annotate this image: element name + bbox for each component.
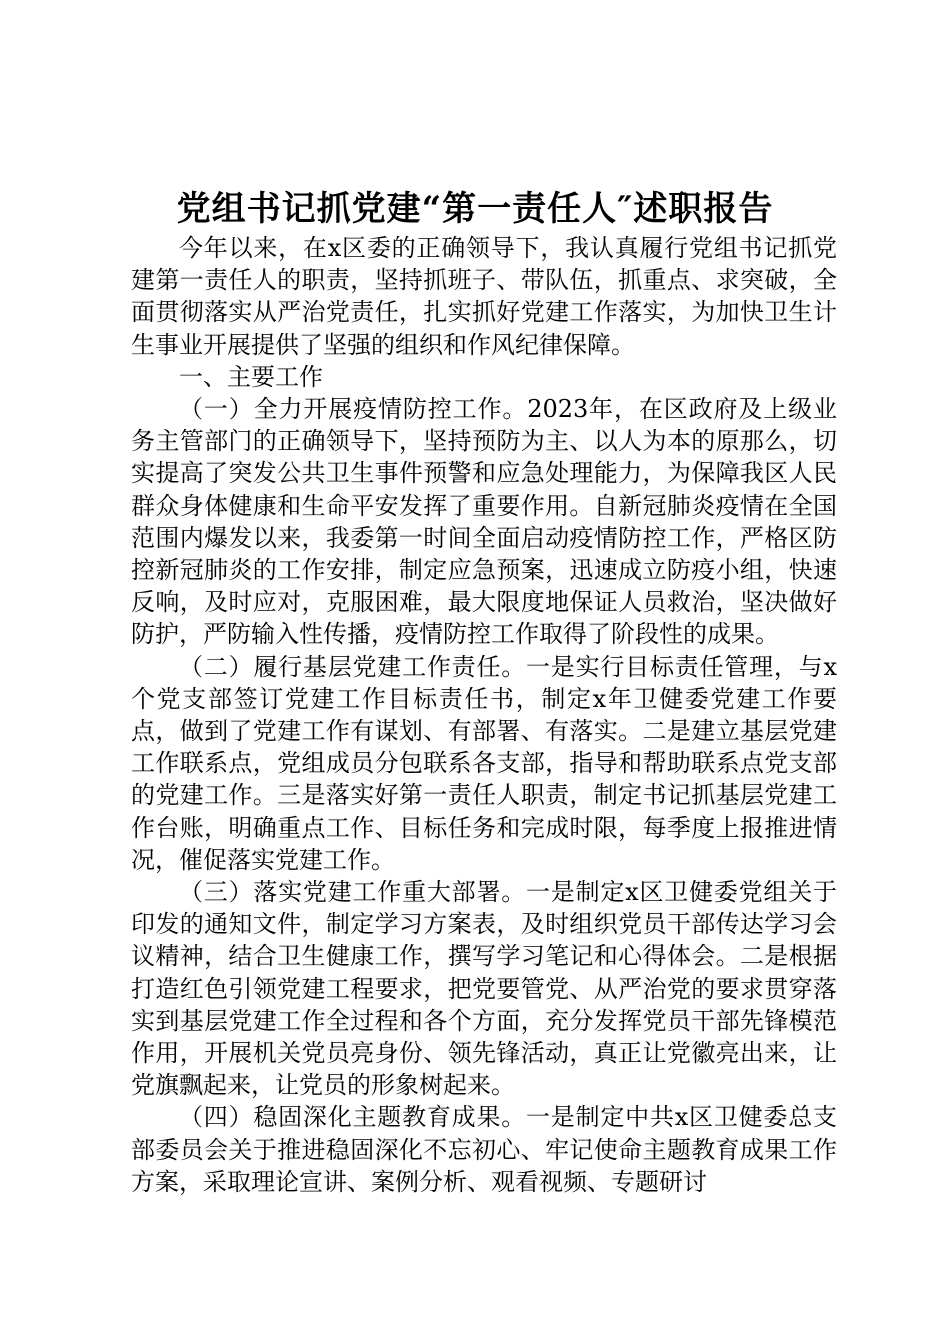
paragraph-education-results: （四）稳固深化主题教育成果。一是制定中共x区卫健委总支部委员会关于推进稳固深化不忘初心、牢记使命主题教育成果工作方案，采取理论宣讲、案例分析、观看视频、专题研讨 xyxy=(131,1103,837,1196)
section-heading-main-work: 一、主要工作 xyxy=(179,362,323,391)
document-title: 党组书记抓党建“第一责任人″述职报告 xyxy=(176,189,774,229)
paragraph-grassroots-responsibility: （二）履行基层党建工作责任。一是实行目标责任管理，与x个党支部签订党建工作目标责任书，制定x年卫健委党建工作要点，做到了党建工作有谋划、有部署、有落实。二是建立基层党建工作联系点，党组成员分包联系各支部，指导和帮助联系点党支部的党建工作。三是落实好第一责任人职责，制定书记抓基层党建工作台账，明确重点工作、目标任务和完成时限，每季度上报推进情况，催促落实党建工作。 xyxy=(131,652,837,874)
paragraph-intro: 今年以来，在x区委的正确领导下，我认真履行党组书记抓党建第一责任人的职责，坚持抓班子、带队伍，抓重点、求突破，全面贯彻落实从严治党责任，扎实抓好党建工作落实，为加快卫生计生事业开展提供了坚强的组织和作风纪律保障。 xyxy=(131,234,837,359)
document-body xyxy=(131,232,837,1198)
paragraph-epidemic-prevention: （一）全力开展疫情防控工作。2023年，在区政府及上级业务主管部门的正确领导下，坚持预防为主、以人为本的原那么，切实提高了突发公共卫生事件预警和应急处理能力，为保障我区人民群众身体健康和生命平安发挥了重要作用。自新冠肺炎疫情在全国范围内爆发以来，我委第一时间全面启动疫情防控工作，严格区防控新冠肺炎的工作安排，制定应急预案，迅速成立防疫小组，快速反响，及时应对，克服困难，最大限度地保证人员救治，坚决做好防护，严防输入性传播，疫情防控工作取得了阶段性的成果。 xyxy=(131,395,837,649)
paragraph-major-deployment: （三）落实党建工作重大部署。一是制定x区卫健委党组关于印发的通知文件，制定学习方案表，及时组织党员干部传达学习会议精神，结合卫生健康工作，撰写学习笔记和心得体会。二是根据打造红色引领党建工程要求，把党要管党、从严治党的要求贯穿落实到基层党建工作全过程和各个方面，充分发挥党员干部先锋模范作用，开展机关党员亮身份、领先锋活动，真正让党徽亮出来，让党旗飘起来，让党员的形象树起来。 xyxy=(131,878,837,1100)
